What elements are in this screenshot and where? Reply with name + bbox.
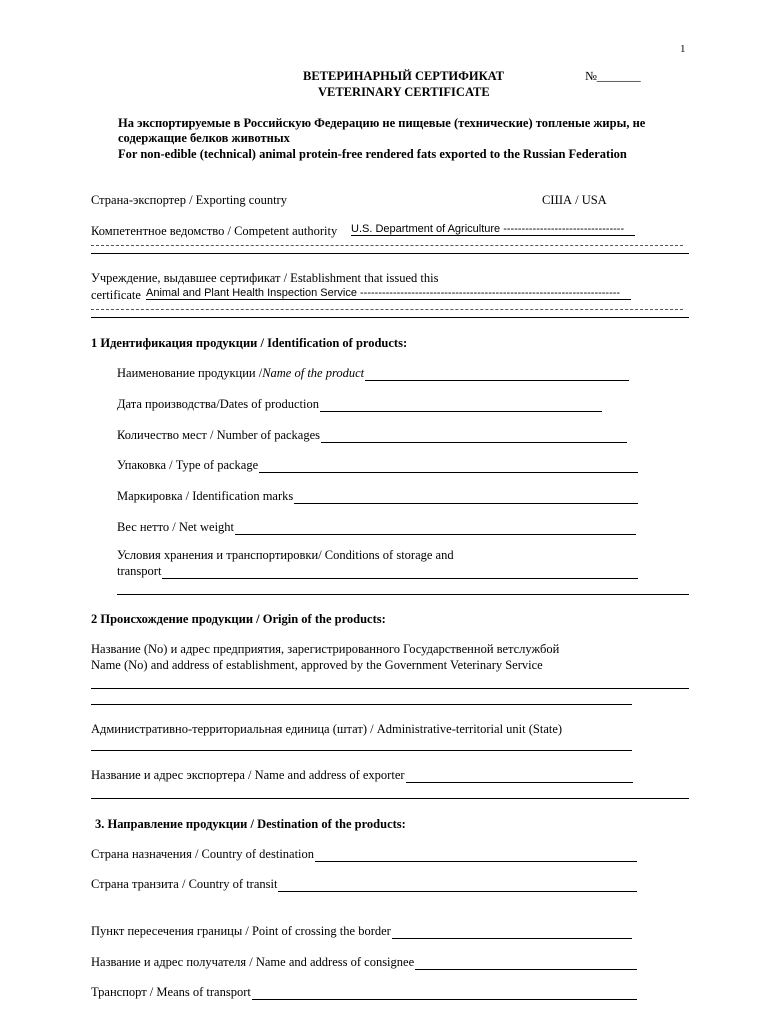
packages-label: Количество мест / Number of packages [117, 428, 321, 442]
identification-marks-input[interactable] [294, 491, 638, 504]
consignee-field[interactable] [91, 955, 637, 970]
product-name-label-ru: Наименование продукции / [117, 366, 263, 380]
storage-label-line2: transport [117, 564, 162, 578]
border-crossing-input[interactable] [392, 926, 632, 939]
storage-field[interactable] [117, 564, 638, 579]
origin-establishment-label-en: Name (No) and address of establishment, approved by the Government Veterinary Service [91, 658, 543, 672]
transport-means-input[interactable] [252, 987, 637, 1000]
consignee-label: Название и адрес получателя / Name and address of consignee [91, 955, 415, 969]
package-type-label: Упаковка / Type of package [117, 458, 259, 472]
destination-input[interactable] [315, 849, 637, 862]
production-date-field[interactable] [117, 397, 602, 412]
origin-establishment-label-ru: Название (No) и адрес предприятия, зарегистрированного Государственной ветслужбой [91, 642, 560, 656]
exporting-country-value: США / USA [542, 193, 607, 207]
product-name-field[interactable] [117, 366, 629, 381]
destination-label: Страна назначения / Country of destination [91, 847, 315, 861]
section3-heading: 3. Направление продукции / Destination of the products: [95, 817, 406, 831]
divider [91, 798, 689, 799]
storage-label-line1: Условия хранения и транспортировки/ Conditions of storage and [117, 548, 454, 562]
state-input[interactable] [91, 750, 632, 751]
net-weight-label: Вес нетто / Net weight [117, 520, 235, 534]
divider [91, 253, 689, 254]
packages-input[interactable] [321, 430, 627, 443]
establishment-value[interactable]: Animal and Plant Health Inspection Service ----------------------------------------------------------------------- [146, 287, 631, 300]
divider [91, 245, 683, 246]
divider [91, 317, 689, 318]
subtitle-en: For non-edible (technical) animal protein-free rendered fats exported to the Russian Federation [118, 147, 627, 161]
title-ru: ВЕТЕРИНАРНЫЙ СЕРТИФИКАТ [303, 69, 504, 83]
package-type-field[interactable] [117, 458, 638, 473]
net-weight-field[interactable] [117, 520, 636, 535]
storage-input[interactable] [162, 566, 638, 579]
state-label: Административно-территориальная единица (штат) / Administrative-territorial unit (State) [91, 722, 563, 736]
exporter-input[interactable] [406, 770, 633, 783]
section2-heading: 2 Происхождение продукции / Origin of the products: [91, 612, 386, 626]
exporter-field[interactable] [91, 768, 633, 783]
competent-authority-label: Компетентное ведомство / Competent authority [91, 224, 338, 238]
divider [91, 309, 683, 310]
product-name-input[interactable] [365, 368, 629, 381]
origin-establishment-input[interactable] [91, 688, 689, 689]
competent-authority-value[interactable]: U.S. Department of Agriculture --------------------------------- [351, 223, 635, 236]
package-type-input[interactable] [259, 460, 638, 473]
origin-establishment-input-2[interactable] [91, 704, 632, 705]
consignee-input[interactable] [415, 957, 637, 970]
production-date-label: Дата производства/Dates of production [117, 397, 319, 411]
packages-field[interactable] [117, 428, 627, 443]
subtitle-ru-line2: содержащие белков животных [118, 131, 290, 145]
subtitle-ru-line1: На экспортируемые в Российскую Федерацию не пищевые (технические) топленые жиры, не [118, 116, 646, 130]
transit-field[interactable] [91, 877, 637, 892]
exporter-label: Название и адрес экспортера / Name and address of exporter [91, 768, 405, 782]
destination-field[interactable] [91, 847, 637, 862]
transit-input[interactable] [278, 879, 637, 892]
net-weight-input[interactable] [235, 522, 636, 535]
section1-heading: 1 Идентификация продукции / Identification of products: [91, 336, 408, 350]
certificate-number-field[interactable]: №_______ [585, 69, 641, 83]
establishment-label-line1: Учреждение, выдавшее сертификат / Establishment that issued this [91, 271, 439, 285]
transport-means-field[interactable] [91, 985, 637, 1000]
transport-means-label: Транспорт / Means of transport [91, 985, 251, 999]
establishment-label-line2: certificate [91, 288, 141, 302]
border-crossing-field[interactable] [91, 924, 632, 939]
identification-marks-field[interactable] [117, 489, 638, 504]
title-en: VETERINARY CERTIFICATE [318, 85, 490, 99]
exporting-country-label: Страна-экспортер / Exporting country [91, 193, 287, 207]
production-date-input[interactable] [320, 399, 602, 412]
identification-marks-label: Маркировка / Identification marks [117, 489, 294, 503]
page-number: 1 [680, 43, 686, 55]
divider [117, 594, 689, 595]
transit-label: Страна транзита / Country of transit [91, 877, 278, 891]
product-name-label-en: Name of the product [262, 366, 365, 380]
border-crossing-label: Пункт пересечения границы / Point of crossing the border [91, 924, 391, 938]
